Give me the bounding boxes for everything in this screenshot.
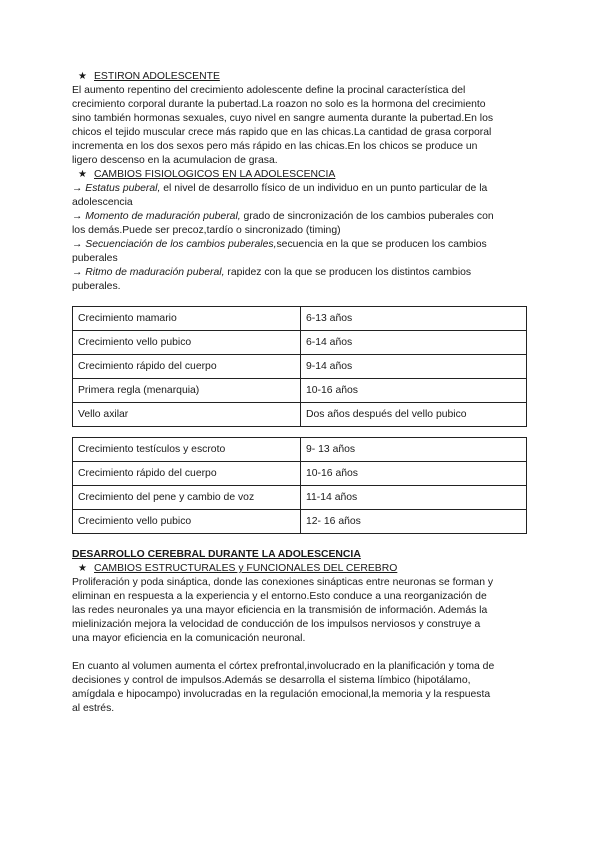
table-cell-age: 11-14 años — [301, 486, 527, 510]
table-cell-change: Crecimiento rápido del cuerpo — [73, 355, 301, 379]
heading-cambios-estructurales: ★ CAMBIOS ESTRUCTURALES y FUNCIONALES DEL CEREBRO — [78, 563, 398, 574]
table-cell-change: Crecimiento rápido del cuerpo — [73, 462, 301, 486]
table-row — [73, 462, 527, 486]
heading-cambios-fisiologicos: ★ CAMBIOS FISIOLOGICOS EN LA ADOLESCENCIA — [78, 169, 336, 180]
table-row — [73, 486, 527, 510]
table-cell-age: 10-16 años — [301, 462, 527, 486]
heading-estiron: ★ ESTIRON ADOLESCENTE — [78, 71, 220, 82]
table-row — [73, 379, 527, 403]
table-row — [73, 331, 527, 355]
table-cell-age: 9- 13 años — [301, 438, 527, 462]
table-girls-changes — [72, 306, 527, 427]
table-cell-change: Crecimiento testículos y escroto — [73, 438, 301, 462]
table-cell-change: Crecimiento del pene y cambio de voz — [73, 486, 301, 510]
star-bullet-icon: ★ — [78, 563, 87, 574]
table-cell-age: 9-14 años — [301, 355, 527, 379]
table-row — [73, 307, 527, 331]
table-cell-age: 6-14 años — [301, 331, 527, 355]
paragraph-proliferacion: Proliferación y poda sináptica, donde las conexiones sinápticas entre neuronas se forman y eliminan en respuesta a la experiencia y el entorno.Esto conduce a una reorganización de las redes neuronales ya una mayor eficiencia en la transmisión de información. Además la mielinización mejora la velocidad de conducción de los impulsos nerviosos y construye a una mayor eficiencia en la comunicación neuronal. — [72, 577, 494, 644]
definition-momento-maduracion: → Momento de maduración puberal, grado de sincronización de los cambios puberales con los demás.Puede ser precoz,tardío o sincronizado (timing) — [72, 211, 494, 236]
definition-secuenciacion: → Secuenciación de los cambios puberales,secuencia en la que se producen los cambios puberales — [72, 239, 487, 264]
table-cell-age: 6-13 años — [301, 307, 527, 331]
table-cell-change: Crecimiento vello pubico — [73, 331, 301, 355]
star-bullet-icon: ★ — [78, 169, 87, 180]
table-boys-changes — [72, 437, 527, 534]
table-row — [73, 403, 527, 427]
definition-estatus-puberal: → Estatus puberal, el nivel de desarrollo físico de un individuo en un punto particular de la adolescencia — [72, 183, 488, 208]
table-cell-change: Vello axilar — [73, 403, 301, 427]
paragraph-volumen-cortex: En cuanto al volumen aumenta el córtex prefrontal,involucrado en la planificación y toma de decisiones y control de impulsos.Además se desarrolla el sistema límbico (hipotálamo, amígdala e hipocampo) involucradas en la regulación emocional,la memoria y la respuesta al estrés. — [72, 661, 495, 714]
table-row — [73, 438, 527, 462]
star-bullet-icon: ★ — [78, 71, 87, 82]
document-page — [72, 70, 528, 716]
table-cell-change: Crecimiento vello pubico — [73, 510, 301, 534]
table-row — [73, 355, 527, 379]
table-cell-change: Crecimiento mamario — [73, 307, 301, 331]
definition-ritmo-maduracion: → Ritmo de maduración puberal, rapidez con la que se producen los distintos cambios puberales. — [72, 267, 472, 292]
table-cell-age: 10-16 años — [301, 379, 527, 403]
table-cell-age: Dos años después del vello pubico — [301, 403, 527, 427]
table-cell-age: 12- 16 años — [301, 510, 527, 534]
paragraph-estiron: El aumento repentino del crecimiento adolescente define la procinal característica del crecimiento corporal durante la pubertad.La roazon no solo es la hormona del crecimiento sino también hormonas sexuales, cuyo nivel en sangre aumenta durante la pubertad.En los chicos el tejido muscular crece más rapido que en las chicas.La cantidad de grasa corporal incrementa en los dos sexos pero más rápido en las chicas.En los chicos se produce un ligero descenso en la acumulacion de grasa. — [72, 85, 494, 166]
table-cell-change: Primera regla (menarquia) — [73, 379, 301, 403]
table-row — [73, 510, 527, 534]
section-title-desarrollo-cerebral: DESARROLLO CEREBRAL DURANTE LA ADOLESCENCIA — [72, 549, 361, 560]
